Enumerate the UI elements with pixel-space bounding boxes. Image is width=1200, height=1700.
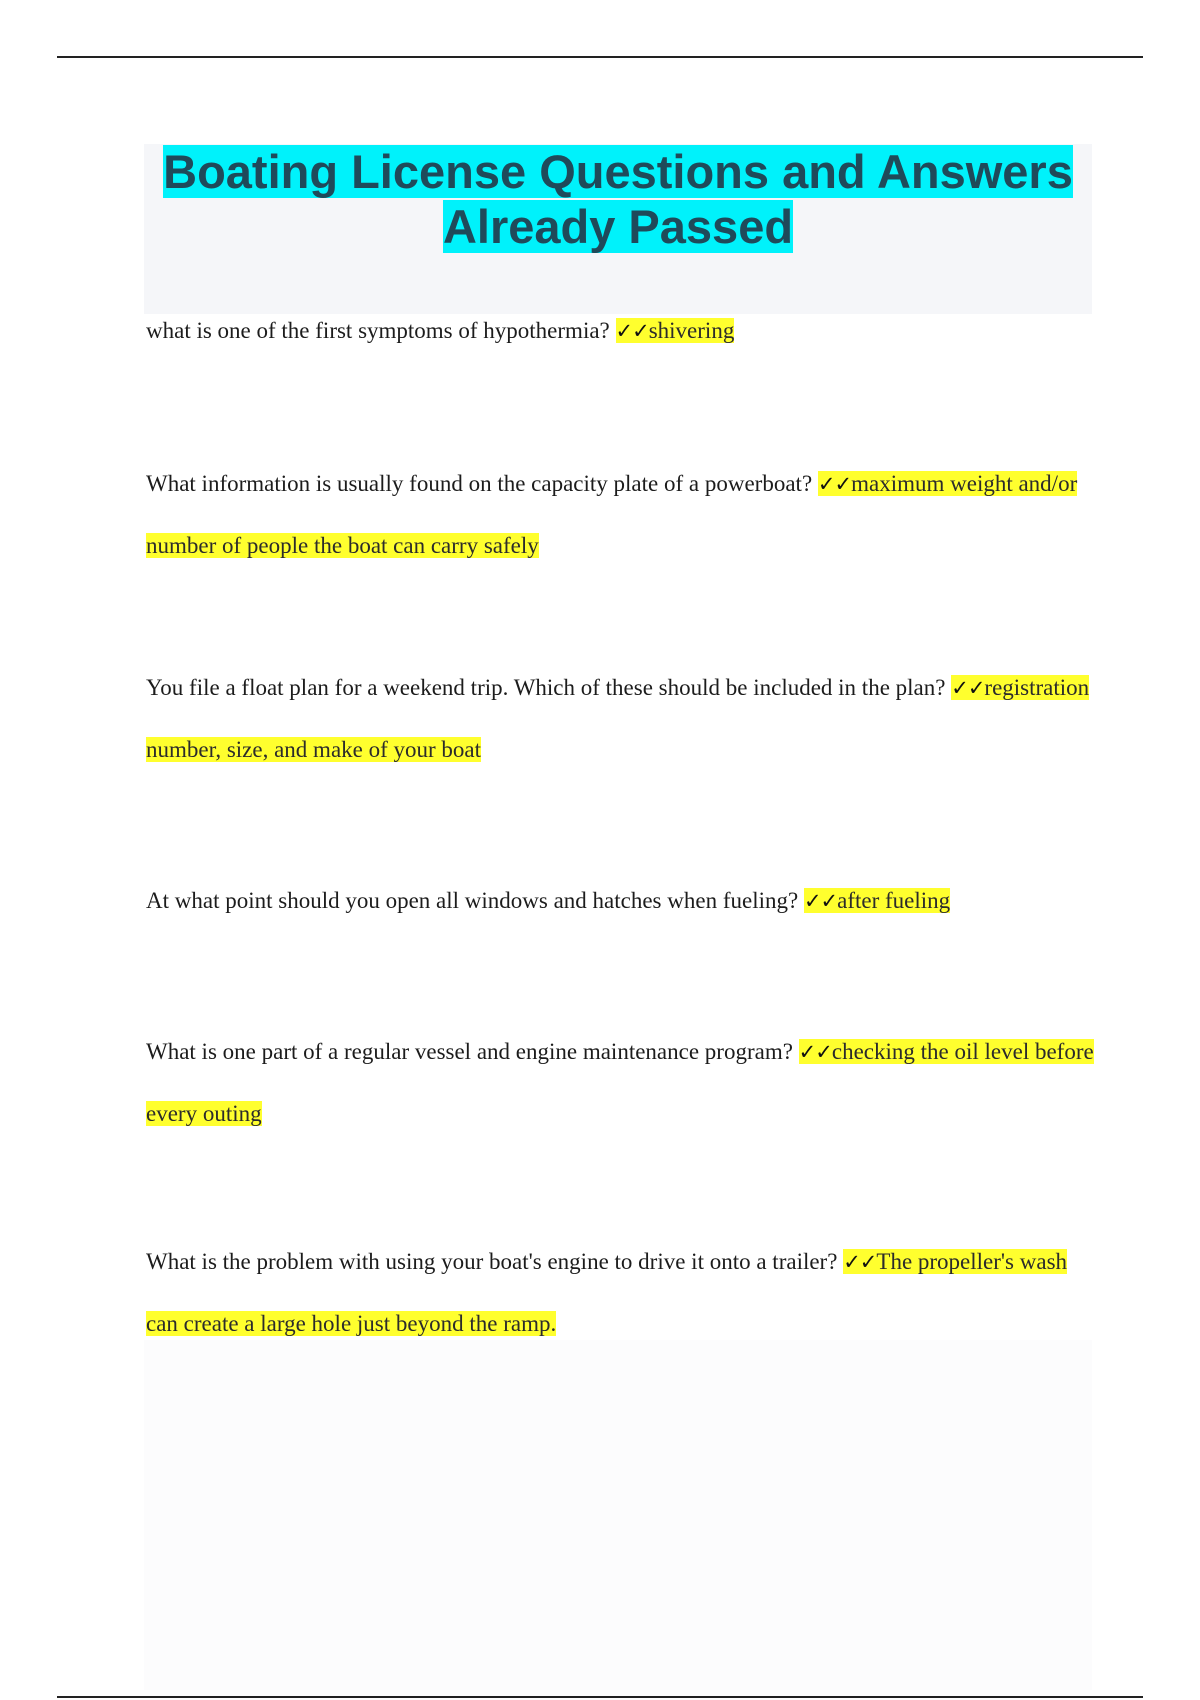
qa-item — [146, 1021, 1096, 1144]
answer-text: maximum weight and/or number of people the boat can carry safely — [146, 471, 1078, 558]
answer-highlight — [804, 888, 950, 913]
answer-highlight — [616, 318, 735, 343]
check-mark-icon: ✓✓ — [951, 676, 985, 700]
check-mark-icon: ✓✓ — [803, 889, 838, 913]
answer-text: shivering — [648, 318, 735, 343]
check-mark-icon: ✓✓ — [843, 1250, 877, 1274]
question-text: What information is usually found on the capacity plate of a powerboat? — [146, 471, 813, 496]
page-title-line-1: Boating License Questions and Answers — [163, 145, 1073, 198]
question-text: What is one part of a regular vessel and engine maintenance program? — [146, 1039, 793, 1064]
check-mark-icon: ✓✓ — [798, 1040, 832, 1064]
blank-area — [144, 1340, 1092, 1690]
question-text: At what point should you open all windows and hatches when fueling? — [146, 888, 799, 913]
qa-item — [146, 657, 1096, 780]
qa-item — [146, 453, 1096, 576]
qa-item — [146, 300, 1096, 362]
question-text: what is one of the first symptoms of hypothermia? — [146, 318, 610, 343]
question-text: You file a float plan for a weekend trip. Which of these should be included in the plan? — [146, 675, 946, 700]
answer-text: after fueling — [837, 888, 951, 913]
check-mark-icon: ✓✓ — [615, 319, 649, 343]
answer-text: The propeller's wash can create a large hole just beyond the ramp. — [146, 1249, 1068, 1336]
top-rule — [57, 56, 1143, 58]
answer-text: registration number, size, and make of your boat — [146, 675, 1090, 762]
bottom-rule — [57, 1696, 1143, 1698]
title-block — [144, 144, 1092, 314]
answer-text: checking the oil level before every outing — [146, 1039, 1094, 1126]
check-mark-icon: ✓✓ — [817, 472, 852, 496]
qa-item — [146, 870, 1096, 932]
question-text: What is the problem with using your boat's engine to drive it onto a trailer? — [146, 1249, 838, 1274]
page-title-line-2: Already Passed — [442, 200, 794, 253]
qa-item — [146, 1231, 1096, 1354]
